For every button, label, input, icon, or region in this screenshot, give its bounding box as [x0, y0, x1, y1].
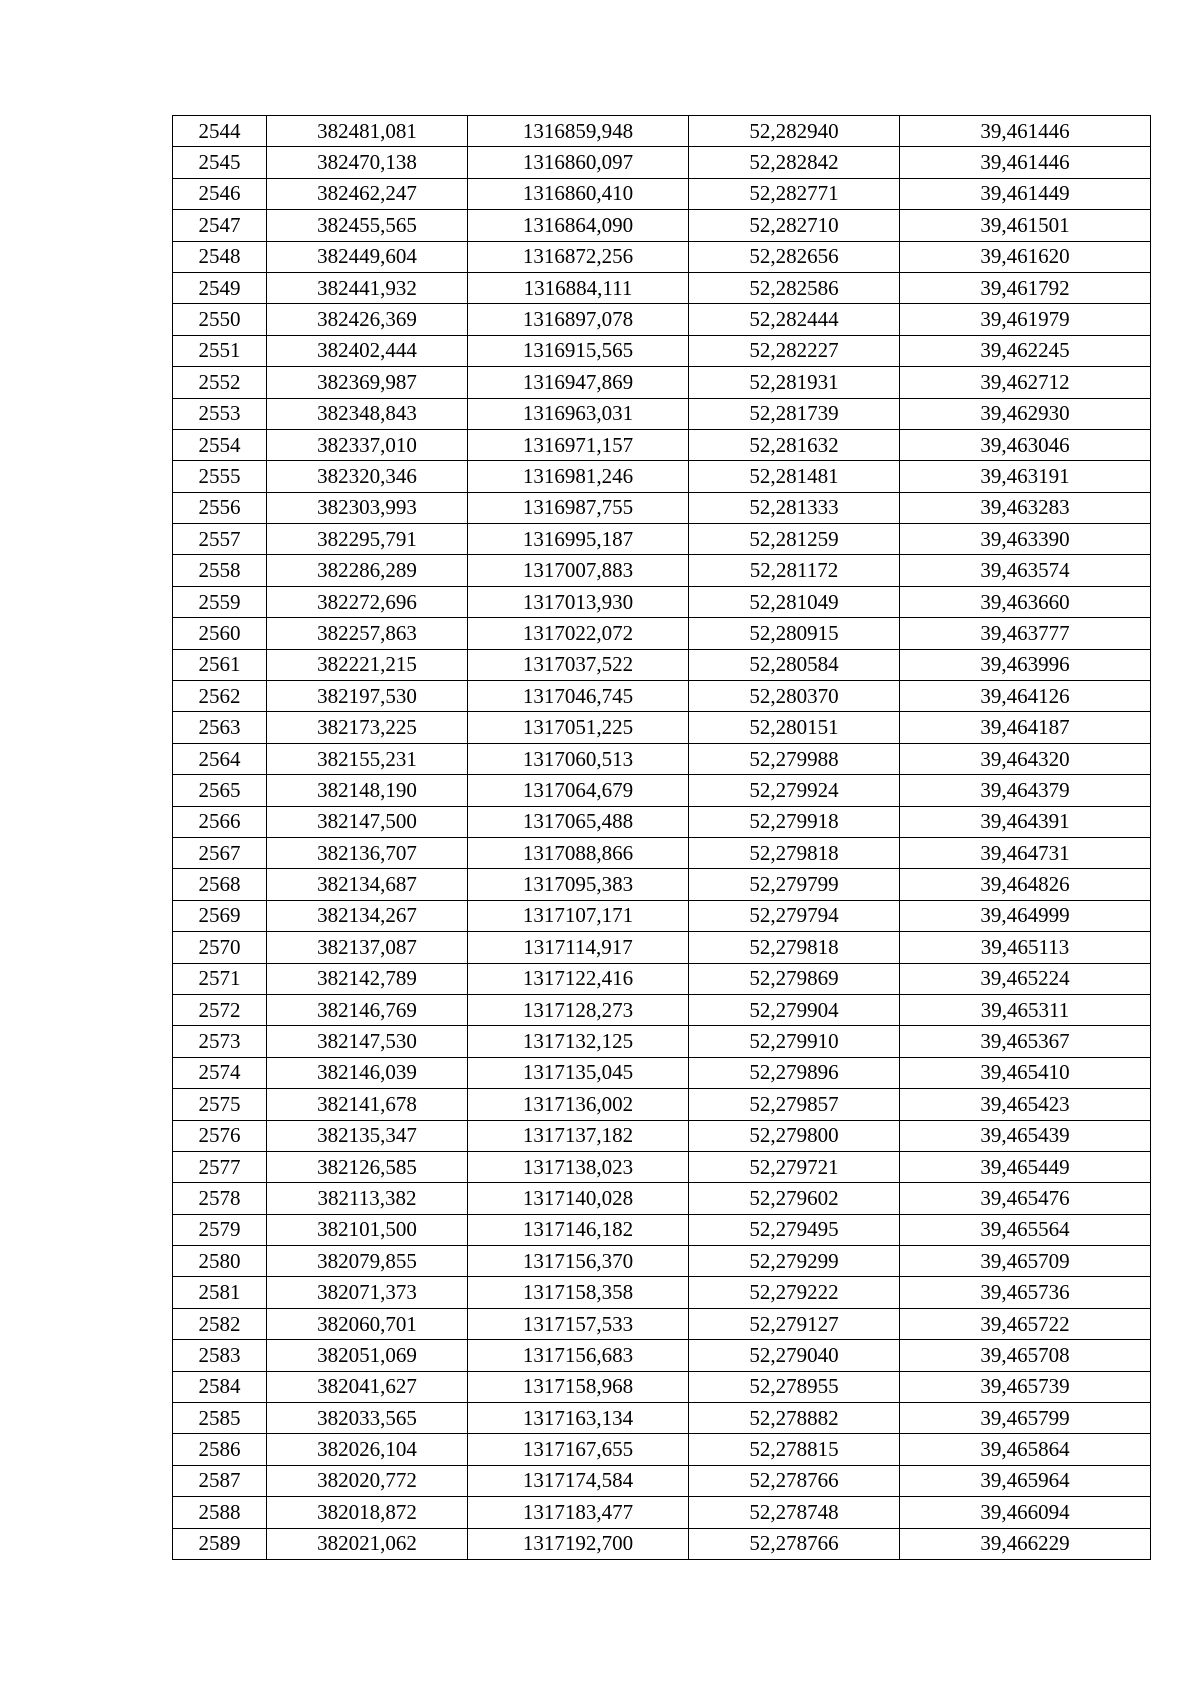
y-coordinate-cell: 1316947,869: [468, 367, 689, 398]
latitude-cell: 52,282842: [689, 147, 900, 178]
point-number-cell: 2566: [173, 806, 267, 837]
table-row: [173, 1277, 1151, 1308]
latitude-cell: 52,279896: [689, 1057, 900, 1088]
y-coordinate-cell: 1317167,655: [468, 1434, 689, 1465]
point-number-cell: 2561: [173, 649, 267, 680]
table-row: [173, 1497, 1151, 1528]
table-row: [173, 429, 1151, 460]
y-coordinate-cell: 1317060,513: [468, 743, 689, 774]
point-number-cell: 2576: [173, 1120, 267, 1151]
table-row: [173, 210, 1151, 241]
longitude-cell: 39,464999: [900, 900, 1151, 931]
x-coordinate-cell: 382018,872: [267, 1497, 468, 1528]
longitude-cell: 39,465864: [900, 1434, 1151, 1465]
longitude-cell: 39,464379: [900, 775, 1151, 806]
x-coordinate-cell: 382470,138: [267, 147, 468, 178]
x-coordinate-cell: 382146,769: [267, 994, 468, 1025]
coordinates-table: [172, 115, 1151, 1560]
y-coordinate-cell: 1317138,023: [468, 1151, 689, 1182]
longitude-cell: 39,465423: [900, 1089, 1151, 1120]
longitude-cell: 39,465722: [900, 1308, 1151, 1339]
longitude-cell: 39,465564: [900, 1214, 1151, 1245]
point-number-cell: 2563: [173, 712, 267, 743]
table-row: [173, 743, 1151, 774]
x-coordinate-cell: 382286,289: [267, 555, 468, 586]
table-row: [173, 1246, 1151, 1277]
y-coordinate-cell: 1317095,383: [468, 869, 689, 900]
point-number-cell: 2560: [173, 618, 267, 649]
latitude-cell: 52,282656: [689, 241, 900, 272]
x-coordinate-cell: 382021,062: [267, 1528, 468, 1559]
table-row: [173, 116, 1151, 147]
longitude-cell: 39,461501: [900, 210, 1151, 241]
y-coordinate-cell: 1317088,866: [468, 837, 689, 868]
table-row: [173, 775, 1151, 806]
x-coordinate-cell: 382146,039: [267, 1057, 468, 1088]
x-coordinate-cell: 382051,069: [267, 1340, 468, 1371]
x-coordinate-cell: 382041,627: [267, 1371, 468, 1402]
y-coordinate-cell: 1316884,111: [468, 272, 689, 303]
longitude-cell: 39,465311: [900, 994, 1151, 1025]
latitude-cell: 52,282586: [689, 272, 900, 303]
table-row: [173, 178, 1151, 209]
latitude-cell: 52,278766: [689, 1528, 900, 1559]
y-coordinate-cell: 1317122,416: [468, 963, 689, 994]
longitude-cell: 39,465708: [900, 1340, 1151, 1371]
longitude-cell: 39,465367: [900, 1026, 1151, 1057]
table-row: [173, 1120, 1151, 1151]
point-number-cell: 2559: [173, 586, 267, 617]
x-coordinate-cell: 382113,382: [267, 1183, 468, 1214]
y-coordinate-cell: 1317037,522: [468, 649, 689, 680]
longitude-cell: 39,464826: [900, 869, 1151, 900]
latitude-cell: 52,282710: [689, 210, 900, 241]
x-coordinate-cell: 382173,225: [267, 712, 468, 743]
x-coordinate-cell: 382134,267: [267, 900, 468, 931]
y-coordinate-cell: 1316872,256: [468, 241, 689, 272]
point-number-cell: 2569: [173, 900, 267, 931]
longitude-cell: 39,465476: [900, 1183, 1151, 1214]
y-coordinate-cell: 1317132,125: [468, 1026, 689, 1057]
y-coordinate-cell: 1317022,072: [468, 618, 689, 649]
x-coordinate-cell: 382462,247: [267, 178, 468, 209]
point-number-cell: 2562: [173, 681, 267, 712]
latitude-cell: 52,279721: [689, 1151, 900, 1182]
latitude-cell: 52,279924: [689, 775, 900, 806]
point-number-cell: 2577: [173, 1151, 267, 1182]
latitude-cell: 52,281632: [689, 429, 900, 460]
longitude-cell: 39,465709: [900, 1246, 1151, 1277]
longitude-cell: 39,464187: [900, 712, 1151, 743]
longitude-cell: 39,464320: [900, 743, 1151, 774]
latitude-cell: 52,281931: [689, 367, 900, 398]
y-coordinate-cell: 1317192,700: [468, 1528, 689, 1559]
x-coordinate-cell: 382402,444: [267, 335, 468, 366]
point-number-cell: 2548: [173, 241, 267, 272]
longitude-cell: 39,465439: [900, 1120, 1151, 1151]
longitude-cell: 39,461449: [900, 178, 1151, 209]
latitude-cell: 52,279040: [689, 1340, 900, 1371]
longitude-cell: 39,466094: [900, 1497, 1151, 1528]
y-coordinate-cell: 1317157,533: [468, 1308, 689, 1339]
y-coordinate-cell: 1316860,410: [468, 178, 689, 209]
table-row: [173, 806, 1151, 837]
x-coordinate-cell: 382148,190: [267, 775, 468, 806]
point-number-cell: 2570: [173, 932, 267, 963]
table-row: [173, 1308, 1151, 1339]
table-row: [173, 1026, 1151, 1057]
point-number-cell: 2564: [173, 743, 267, 774]
y-coordinate-cell: 1317156,683: [468, 1340, 689, 1371]
y-coordinate-cell: 1317107,171: [468, 900, 689, 931]
x-coordinate-cell: 382303,993: [267, 492, 468, 523]
point-number-cell: 2589: [173, 1528, 267, 1559]
table-row: [173, 241, 1151, 272]
x-coordinate-cell: 382426,369: [267, 304, 468, 335]
longitude-cell: 39,463283: [900, 492, 1151, 523]
x-coordinate-cell: 382101,500: [267, 1214, 468, 1245]
y-coordinate-cell: 1317137,182: [468, 1120, 689, 1151]
latitude-cell: 52,279222: [689, 1277, 900, 1308]
longitude-cell: 39,466229: [900, 1528, 1151, 1559]
y-coordinate-cell: 1316963,031: [468, 398, 689, 429]
point-number-cell: 2586: [173, 1434, 267, 1465]
x-coordinate-cell: 382136,707: [267, 837, 468, 868]
latitude-cell: 52,278815: [689, 1434, 900, 1465]
longitude-cell: 39,465449: [900, 1151, 1151, 1182]
point-number-cell: 2583: [173, 1340, 267, 1371]
x-coordinate-cell: 382142,789: [267, 963, 468, 994]
x-coordinate-cell: 382221,215: [267, 649, 468, 680]
latitude-cell: 52,281739: [689, 398, 900, 429]
table-row: [173, 681, 1151, 712]
y-coordinate-cell: 1317183,477: [468, 1497, 689, 1528]
point-number-cell: 2572: [173, 994, 267, 1025]
x-coordinate-cell: 382197,530: [267, 681, 468, 712]
x-coordinate-cell: 382147,530: [267, 1026, 468, 1057]
table-row: [173, 461, 1151, 492]
point-number-cell: 2578: [173, 1183, 267, 1214]
y-coordinate-cell: 1316995,187: [468, 524, 689, 555]
point-number-cell: 2556: [173, 492, 267, 523]
latitude-cell: 52,278766: [689, 1465, 900, 1496]
table-row: [173, 555, 1151, 586]
y-coordinate-cell: 1317065,488: [468, 806, 689, 837]
y-coordinate-cell: 1317136,002: [468, 1089, 689, 1120]
latitude-cell: 52,280584: [689, 649, 900, 680]
longitude-cell: 39,463191: [900, 461, 1151, 492]
table-row: [173, 1183, 1151, 1214]
latitude-cell: 52,281172: [689, 555, 900, 586]
point-number-cell: 2579: [173, 1214, 267, 1245]
longitude-cell: 39,465964: [900, 1465, 1151, 1496]
table-row: [173, 1340, 1151, 1371]
x-coordinate-cell: 382071,373: [267, 1277, 468, 1308]
latitude-cell: 52,279988: [689, 743, 900, 774]
x-coordinate-cell: 382060,701: [267, 1308, 468, 1339]
y-coordinate-cell: 1316987,755: [468, 492, 689, 523]
x-coordinate-cell: 382155,231: [267, 743, 468, 774]
latitude-cell: 52,279918: [689, 806, 900, 837]
longitude-cell: 39,465799: [900, 1403, 1151, 1434]
point-number-cell: 2551: [173, 335, 267, 366]
y-coordinate-cell: 1317046,745: [468, 681, 689, 712]
table-row: [173, 837, 1151, 868]
longitude-cell: 39,462245: [900, 335, 1151, 366]
table-row: [173, 335, 1151, 366]
y-coordinate-cell: 1317128,273: [468, 994, 689, 1025]
table-row: [173, 1465, 1151, 1496]
y-coordinate-cell: 1317114,917: [468, 932, 689, 963]
longitude-cell: 39,461446: [900, 147, 1151, 178]
latitude-cell: 52,282940: [689, 116, 900, 147]
latitude-cell: 52,279818: [689, 837, 900, 868]
table-row: [173, 932, 1151, 963]
point-number-cell: 2567: [173, 837, 267, 868]
point-number-cell: 2581: [173, 1277, 267, 1308]
x-coordinate-cell: 382134,687: [267, 869, 468, 900]
point-number-cell: 2546: [173, 178, 267, 209]
coordinates-table-body: [173, 116, 1151, 1560]
latitude-cell: 52,280151: [689, 712, 900, 743]
table-row: [173, 398, 1151, 429]
x-coordinate-cell: 382348,843: [267, 398, 468, 429]
point-number-cell: 2575: [173, 1089, 267, 1120]
x-coordinate-cell: 382455,565: [267, 210, 468, 241]
latitude-cell: 52,279495: [689, 1214, 900, 1245]
longitude-cell: 39,464731: [900, 837, 1151, 868]
table-row: [173, 1214, 1151, 1245]
point-number-cell: 2545: [173, 147, 267, 178]
latitude-cell: 52,280370: [689, 681, 900, 712]
longitude-cell: 39,464126: [900, 681, 1151, 712]
point-number-cell: 2580: [173, 1246, 267, 1277]
point-number-cell: 2552: [173, 367, 267, 398]
longitude-cell: 39,461620: [900, 241, 1151, 272]
longitude-cell: 39,463777: [900, 618, 1151, 649]
x-coordinate-cell: 382137,087: [267, 932, 468, 963]
latitude-cell: 52,279857: [689, 1089, 900, 1120]
longitude-cell: 39,465739: [900, 1371, 1151, 1402]
longitude-cell: 39,464391: [900, 806, 1151, 837]
latitude-cell: 52,279904: [689, 994, 900, 1025]
table-row: [173, 963, 1151, 994]
latitude-cell: 52,278955: [689, 1371, 900, 1402]
longitude-cell: 39,461446: [900, 116, 1151, 147]
x-coordinate-cell: 382257,863: [267, 618, 468, 649]
latitude-cell: 52,281481: [689, 461, 900, 492]
table-row: [173, 524, 1151, 555]
x-coordinate-cell: 382026,104: [267, 1434, 468, 1465]
point-number-cell: 2553: [173, 398, 267, 429]
latitude-cell: 52,279794: [689, 900, 900, 931]
y-coordinate-cell: 1316971,157: [468, 429, 689, 460]
table-row: [173, 1371, 1151, 1402]
latitude-cell: 52,279910: [689, 1026, 900, 1057]
point-number-cell: 2585: [173, 1403, 267, 1434]
latitude-cell: 52,281333: [689, 492, 900, 523]
table-row: [173, 586, 1151, 617]
latitude-cell: 52,282771: [689, 178, 900, 209]
y-coordinate-cell: 1317051,225: [468, 712, 689, 743]
table-row: [173, 304, 1151, 335]
latitude-cell: 52,279869: [689, 963, 900, 994]
x-coordinate-cell: 382135,347: [267, 1120, 468, 1151]
longitude-cell: 39,463390: [900, 524, 1151, 555]
x-coordinate-cell: 382320,346: [267, 461, 468, 492]
point-number-cell: 2547: [173, 210, 267, 241]
x-coordinate-cell: 382020,772: [267, 1465, 468, 1496]
longitude-cell: 39,465224: [900, 963, 1151, 994]
point-number-cell: 2588: [173, 1497, 267, 1528]
table-row: [173, 1528, 1151, 1559]
latitude-cell: 52,280915: [689, 618, 900, 649]
latitude-cell: 52,279127: [689, 1308, 900, 1339]
point-number-cell: 2582: [173, 1308, 267, 1339]
table-row: [173, 869, 1151, 900]
latitude-cell: 52,282227: [689, 335, 900, 366]
table-row: [173, 900, 1151, 931]
y-coordinate-cell: 1317156,370: [468, 1246, 689, 1277]
x-coordinate-cell: 382481,081: [267, 116, 468, 147]
longitude-cell: 39,462930: [900, 398, 1151, 429]
y-coordinate-cell: 1317064,679: [468, 775, 689, 806]
point-number-cell: 2584: [173, 1371, 267, 1402]
y-coordinate-cell: 1316864,090: [468, 210, 689, 241]
point-number-cell: 2587: [173, 1465, 267, 1496]
longitude-cell: 39,463660: [900, 586, 1151, 617]
latitude-cell: 52,278882: [689, 1403, 900, 1434]
x-coordinate-cell: 382369,987: [267, 367, 468, 398]
point-number-cell: 2571: [173, 963, 267, 994]
point-number-cell: 2555: [173, 461, 267, 492]
x-coordinate-cell: 382141,678: [267, 1089, 468, 1120]
y-coordinate-cell: 1317140,028: [468, 1183, 689, 1214]
longitude-cell: 39,463996: [900, 649, 1151, 680]
y-coordinate-cell: 1316860,097: [468, 147, 689, 178]
y-coordinate-cell: 1316915,565: [468, 335, 689, 366]
x-coordinate-cell: 382337,010: [267, 429, 468, 460]
latitude-cell: 52,278748: [689, 1497, 900, 1528]
table-row: [173, 1089, 1151, 1120]
latitude-cell: 52,279800: [689, 1120, 900, 1151]
x-coordinate-cell: 382272,696: [267, 586, 468, 617]
longitude-cell: 39,465736: [900, 1277, 1151, 1308]
table-row: [173, 649, 1151, 680]
latitude-cell: 52,279818: [689, 932, 900, 963]
table-row: [173, 1057, 1151, 1088]
y-coordinate-cell: 1317135,045: [468, 1057, 689, 1088]
latitude-cell: 52,281049: [689, 586, 900, 617]
longitude-cell: 39,463574: [900, 555, 1151, 586]
table-row: [173, 492, 1151, 523]
longitude-cell: 39,461979: [900, 304, 1151, 335]
y-coordinate-cell: 1317174,584: [468, 1465, 689, 1496]
y-coordinate-cell: 1317163,134: [468, 1403, 689, 1434]
table-row: [173, 618, 1151, 649]
x-coordinate-cell: 382449,604: [267, 241, 468, 272]
latitude-cell: 52,279602: [689, 1183, 900, 1214]
x-coordinate-cell: 382126,585: [267, 1151, 468, 1182]
point-number-cell: 2568: [173, 869, 267, 900]
x-coordinate-cell: 382147,500: [267, 806, 468, 837]
x-coordinate-cell: 382079,855: [267, 1246, 468, 1277]
y-coordinate-cell: 1316981,246: [468, 461, 689, 492]
y-coordinate-cell: 1317158,358: [468, 1277, 689, 1308]
latitude-cell: 52,281259: [689, 524, 900, 555]
y-coordinate-cell: 1317158,968: [468, 1371, 689, 1402]
point-number-cell: 2554: [173, 429, 267, 460]
longitude-cell: 39,461792: [900, 272, 1151, 303]
point-number-cell: 2558: [173, 555, 267, 586]
y-coordinate-cell: 1316897,078: [468, 304, 689, 335]
x-coordinate-cell: 382033,565: [267, 1403, 468, 1434]
table-row: [173, 1403, 1151, 1434]
point-number-cell: 2557: [173, 524, 267, 555]
longitude-cell: 39,465113: [900, 932, 1151, 963]
longitude-cell: 39,463046: [900, 429, 1151, 460]
table-row: [173, 272, 1151, 303]
x-coordinate-cell: 382441,932: [267, 272, 468, 303]
point-number-cell: 2544: [173, 116, 267, 147]
point-number-cell: 2550: [173, 304, 267, 335]
table-row: [173, 712, 1151, 743]
table-row: [173, 994, 1151, 1025]
longitude-cell: 39,465410: [900, 1057, 1151, 1088]
x-coordinate-cell: 382295,791: [267, 524, 468, 555]
point-number-cell: 2549: [173, 272, 267, 303]
y-coordinate-cell: 1317013,930: [468, 586, 689, 617]
table-row: [173, 367, 1151, 398]
table-row: [173, 1151, 1151, 1182]
longitude-cell: 39,462712: [900, 367, 1151, 398]
point-number-cell: 2573: [173, 1026, 267, 1057]
y-coordinate-cell: 1317007,883: [468, 555, 689, 586]
y-coordinate-cell: 1317146,182: [468, 1214, 689, 1245]
table-row: [173, 147, 1151, 178]
latitude-cell: 52,279299: [689, 1246, 900, 1277]
latitude-cell: 52,279799: [689, 869, 900, 900]
point-number-cell: 2574: [173, 1057, 267, 1088]
point-number-cell: 2565: [173, 775, 267, 806]
y-coordinate-cell: 1316859,948: [468, 116, 689, 147]
table-row: [173, 1434, 1151, 1465]
latitude-cell: 52,282444: [689, 304, 900, 335]
